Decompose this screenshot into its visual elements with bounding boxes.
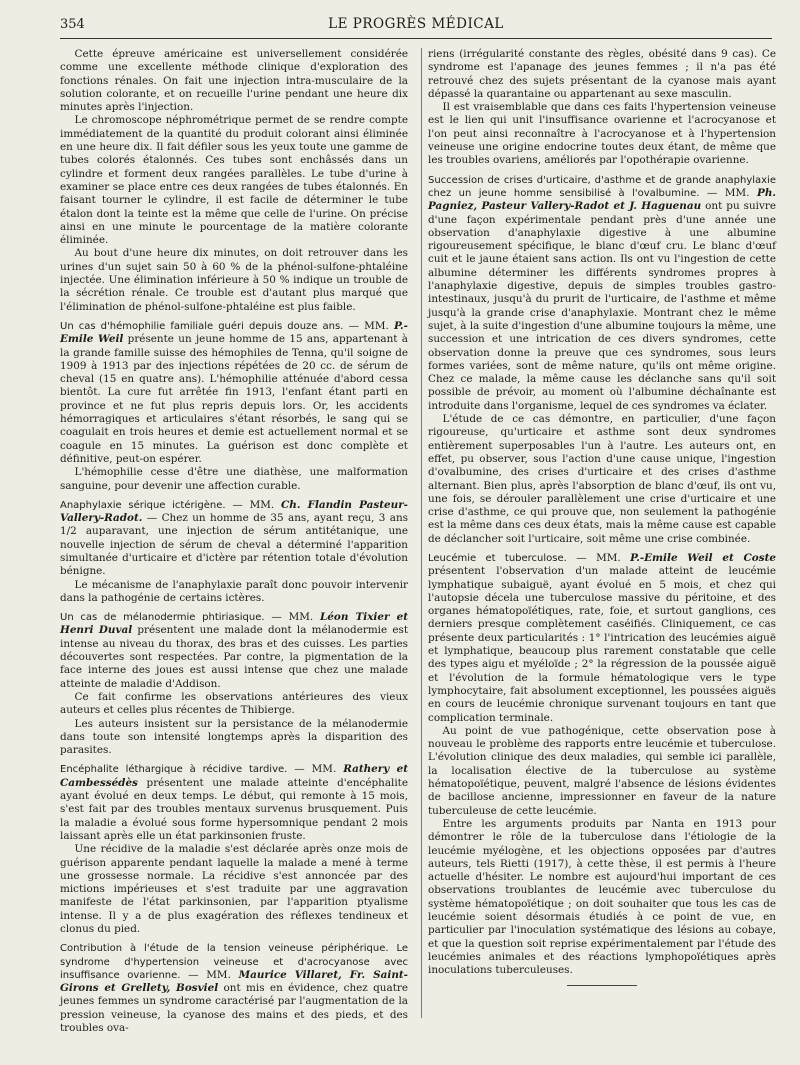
page-header [60, 14, 772, 40]
section-title: Leucémie et tuberculose. [428, 552, 567, 564]
body-paragraph: Le chromoscope néphrométrique permet de se rendre compte immédiatement de la quantité du produit colorant ainsi éliminée en une heure dix. Il fait défiler sous les yeux toute une gamme de tubes colorés étalonnés. Ces tubes sont enchâssés dans un cylindre et forment deux rangées parallèles. Le tube d'urine à examiner se place entre ces deux rangées de tubes étalonnés. En faisant tourner le cylindre, il est facile de déterminer le tube étalon dont la teinte est la même que celle de l'urine. On précise ainsi en une minute le pourcentage de la matière colorante éliminée. [60, 114, 408, 247]
body-text: ont pu suivre d'une façon expérimentale pendant près d'une année une observation d'anaphylaxie digestive à une albumine rigoureusement spécifique, le blanc d'œuf cru. Le blanc d'œuf cuit et le jaune étaient sans action. Ils ont vu l'ingestion de cette albumine déterminer les différents syndromes propres à l'anaphylaxie digestive, depuis de simples troubles gastro-intestinaux, jusqu'à du prurit de l'urticaire, de l'asthme et même jusqu'à la grande crise d'anaphylaxie. Montrant chez le même sujet, à la suite d'ingestion d'une albumine toujours la même, une succession et une intrication de ces divers syndromes, cette observation donne la preuve que ces syndromes, sous leurs formes variées, sont de même nature, qu'ils ont même origine. Chez ce malade, la même cause les déclanche sans qu'il soit possible de prévoir, au moment où l'albumine déchaînante est introduite dans l'organisme, lequel de ces syndromes va éclater. [428, 200, 776, 412]
body-paragraph: riens (irrégularité constante des règles, obésité dans 9 cas). Ce syndrome est l'apanage des jeunes femmes ; il n'a pas été retrouvé chez des sujets présentant de la cyanose mais ayant dépassé la quarantaine ou appartenant au sexe masculin. [428, 48, 776, 100]
author-separator: — MM. [566, 551, 631, 564]
author-names: P.-Emile Weil [60, 319, 408, 346]
communication-paragraph [60, 611, 408, 691]
section-title: Contribution à l'étude de la tension veineuse périphérique. Le syndrome d'hypertension veineuse et d'acrocyanose avec insuffisance ovarienne. [60, 943, 408, 981]
left-column [60, 48, 408, 1035]
author-separator: — MM. [225, 498, 282, 511]
body-paragraph: Une récidive de la maladie s'est déclarée après onze mois de guérison apparente pendant laquelle la malade a mené à terme une grossesse normale. La récidive s'est annoncée par des mictions impérieuses et s'est traduite par une aggravation manifeste de l'état parkinsonien, par l'apparition ptyalisme intense. Il y a de plus exagération des réflexes tendineux et clonus du pied. [60, 843, 408, 935]
end-rule [567, 985, 637, 986]
body-text: présentent une malade atteinte d'encéphalite ayant évolué en deux temps. Le début, qui remonte à 15 mois, s'est fait par des troubles mentaux survenus brusquement. Puis la maladie a évolué sous forme hypersomnique pendant 2 mois laissant après elle un état parkinsonien fruste. [60, 776, 408, 842]
section-title: Un cas d'hémophilie familiale guéri depuis douze ans. [60, 320, 344, 332]
body-paragraph: Le mécanisme de l'anaphylaxie paraît donc pouvoir intervenir dans la pathogénie de certains ictères. [60, 578, 408, 604]
author-names: Maurice Villaret, Fr. Saint-Girons et Grellety, Bosviel [60, 968, 408, 995]
section-title: Un cas de mélanodermie phtiriasique. [60, 612, 265, 624]
body-text: présente un jeune homme de 15 ans, appartenant à la grande famille suisse des hémophiles de Tenna, qu'il soigne de 1909 à 1913 par des injections répétées de 20 cc. de sérum de cheval (15 en quatre ans). L'hémophilie atténuée d'abord cessa bientôt. La cure fut arrêtée fin 1913, l'enfant étant parti en province et ne fut plus repris depuis lors. Or, les accidents hémorragiques et articulaires s'étant résorbés, le sang qui se coagulait en trois heures et demie est actuellement normal et se coagule en 15 minutes. La guérison est donc complète et définitive, peut-on espérer. [60, 333, 408, 465]
page-number: 354 [60, 17, 85, 32]
author-separator: — MM. [264, 611, 320, 624]
body-text: présentent une malade dont la mélanodermie est intense au niveau du thorax, des bras et des cuisses. Les parties découvertes sont respectées. Par contre, la pigmentation de la face interne des joues est aussi intense que chez une malade atteinte de maladie d'Addison. [60, 624, 408, 690]
section-title: Encéphalite léthargique à récidive tardive. [60, 764, 288, 776]
body-paragraph: Entre les arguments produits par Nanta en 1913 pour démontrer le rôle de la tuberculose dans l'étiologie de la leucémie myélogène, et les objections opposées par d'autres auteurs, tels Rietti (1917), à cette thèse, il est permis à l'heure actuelle d'hésiter. Le nombre est aujourd'hui important de ces observations troublantes de leucémie avec tuberculose du système hématopoïétique ; on doit souhaiter que tous les cas de leucémie soient désormais étudiés à ce point de vue, en particulier par l'inoculation systématique des lésions au cobaye, et que la question soit reprise expérimentalement par l'étude des leucémies animales et des réactions lymphopoïétiques après inoculations tuberculeuses. [428, 817, 776, 977]
body-paragraph: Les auteurs insistent sur la persistance de la mélanodermie dans toute son intensité longtemps après la disparition des parasites. [60, 717, 408, 757]
section-title: Anaphylaxie sérique ictérigène. [60, 499, 226, 511]
communication-paragraph [428, 552, 776, 725]
body-paragraph: Ce fait confirme les observations antérieures des vieux auteurs et celles plus récentes de Thibierge. [60, 690, 408, 717]
communication-paragraph [60, 499, 408, 579]
author-separator: — MM. [180, 968, 239, 981]
author-separator: — MM. [699, 186, 757, 199]
author-separator: — MM. [287, 763, 344, 776]
body-paragraph: Cette épreuve américaine est universellement considérée comme une excellente méthode clinique d'exploration des fonctions rénales. On fait une injection intra-musculaire de la solution colorante, et on recueille l'urine pendant une heure dix minutes après l'injection. [60, 48, 408, 114]
communication-paragraph [60, 942, 408, 1035]
body-text: ont mis en évidence, chez quatre jeunes femmes un syndrome caractérisé par l'augmentation de la pression veineuse, la cyanose des mains et des pieds, et des troubles ova- [60, 982, 408, 1035]
header-rule [60, 38, 772, 39]
body-paragraph: Il est vraisemblable que dans ces faits l'hypertension veineuse est le lien qui unit l'insuffisance ovarienne et l'acrocyanose et l'on peut ainsi reconnaître à l'acrocyanose et à l'hypertension veineuse une origine endocrine toutes deux étant, de même que les troubles ovariens, améliorés par l'opothérapie ovarienne. [428, 101, 776, 167]
body-text: présentent l'observation d'un malade atteint de leucémie lymphatique subaiguë, ayant évolué en 5 mois, et chez qui l'autopsie décela une tuberculose massive du péritoine, et des organes hématopoïétiques, rate, foie, et surtout ganglions, ces derniers presque complètement caséifiés. Cliniquement, ce cas présente deux particularités : 1° l'intrication des leucémies aiguë et lymphatique, beaucoup plus rarement constatable que celle des types aigu et myéloïde ; 2° la régression de la poussée aiguë et l'évolution de la formule hématologique vers le type lymphocytaire, fait absolument exceptionnel, les poussées aiguës en cours de leucémie chronique survenant toujours en tant que complication terminale. [428, 565, 776, 724]
communication-paragraph [428, 174, 776, 413]
body-paragraph: Au bout d'une heure dix minutes, on doit retrouver dans les urines d'un sujet sain 50 à 60 % de la phénol-sulfone-phtaléine injectée. Une élimination inférieure à 50 % indique un trouble de la sécrétion rénale. Ce trouble est d'autant plus marqué que l'élimination de phénol-sulfone-phtaléine est plus faible. [60, 247, 408, 313]
author-names: P.-Emile Weil et Coste [630, 551, 776, 564]
author-names: Léon Tixier et Henri Duval [60, 611, 408, 637]
body-paragraph: Au point de vue pathogénique, cette observation pose à nouveau le problème des rapports entre leucémie et tuberculose. L'évolution clinique des deux maladies, qui semble ici parallèle, la localisation élective de la tuberculose au système hématopoïétique, peuvent, malgré l'absence de lésions évidentes de bacillose ancienne, impressionner en faveur de la nature tuberculeuse de cette leucémie. [428, 724, 776, 817]
body-paragraph: L'hémophilie cesse d'être une diathèse, une malformation sanguine, pour devenir une affection curable. [60, 466, 408, 492]
right-column [428, 48, 776, 986]
author-names: Rathery et Cambessédès [60, 763, 408, 789]
author-names: Ph. Pagniez, Pasteur Vallery-Radot et J. Haguenau [428, 186, 776, 213]
author-separator: — MM. [343, 319, 394, 332]
body-text: — Chez un homme de 35 ans, ayant reçu, 3 ans 1/2 auparavant, une injection de sérum antitétanique, une nouvelle injection de sérum de cheval a déterminé l'apparition simultanée d'urticaire et d'ictère par rétention totale d'évolution bénigne. [60, 512, 408, 578]
journal-title: LE PROGRÈS MÉDICAL [328, 16, 504, 32]
body-paragraph: L'étude de ce cas démontre, en particulier, d'une façon rigoureuse, qu'urticaire et asthme sont deux syndromes entièrement superposables l'un à l'autre. Les auteurs ont, en effet, pu observer, sous l'action d'une cause unique, l'ingestion d'ovalbumine, des crises d'urticaire et des crises d'asthme alternant. Bien plus, après l'absorption de blanc d'œuf, ils ont vu, une fois, se dérouler parallèlement une crise d'urticaire et une crise d'asthme, ce qui prouve que, non seulement la pathogénie est la même dans ces deux états, mais la même cause est capable de déclancher soit l'urticaire, soit même une crise combinée. [428, 413, 776, 545]
column-divider [421, 48, 422, 1018]
section-title: Succession de crises d'urticaire, d'asthme et de grande anaphylaxie chez un jeune homme sensibilisé à l'ovalbumine. [428, 174, 776, 199]
communication-paragraph [60, 763, 408, 843]
author-names: Ch. Flandin Pasteur-Vallery-Radot. [60, 498, 408, 525]
communication-paragraph [60, 320, 408, 466]
